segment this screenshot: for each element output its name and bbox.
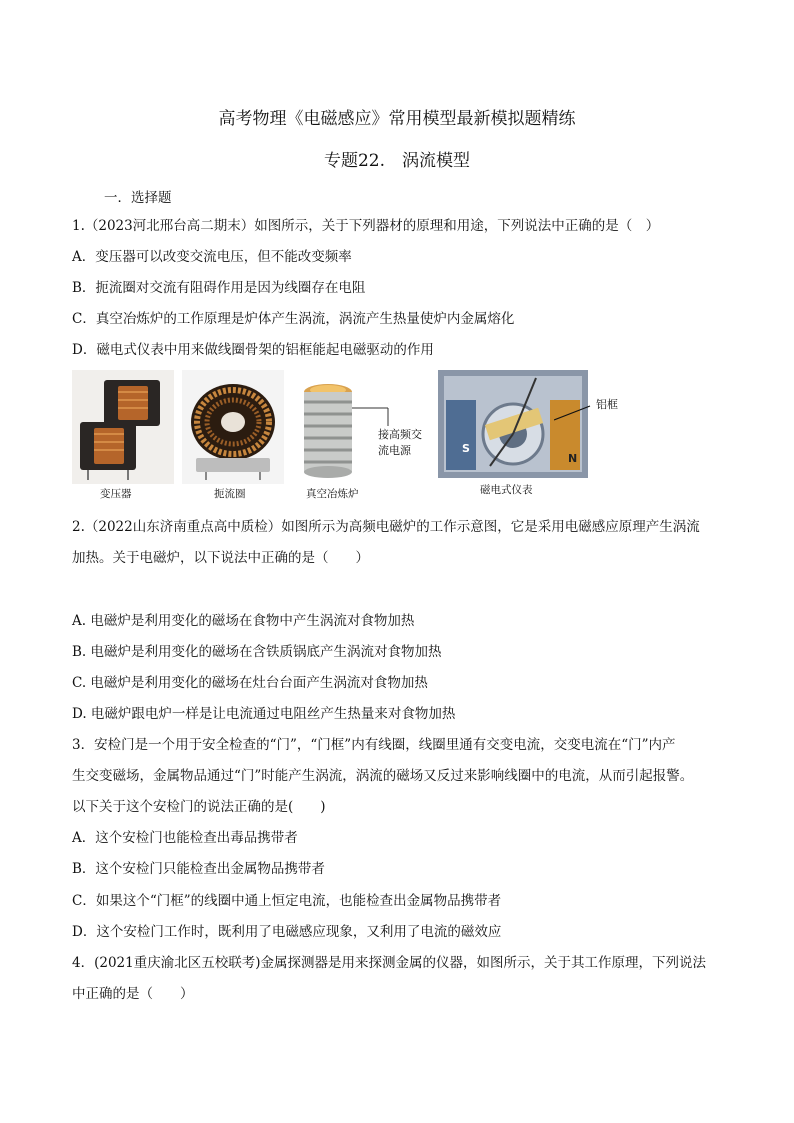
choke-caption: 扼流圈: [214, 488, 246, 500]
q3-stem-line2: 生交变磁场，金属物品通过“门”时能产生涡流，涡流的磁场又反过来影响线圈中的电流，从而引起报警。: [72, 768, 694, 784]
q3-stem-line1: 3．安检门是一个用于安全检查的“门”，“门框”内有线圈，线圈里通有交变电流，交变电流在“门”内产: [72, 737, 676, 753]
q1-option-c: C．真空冶炼炉的工作原理是炉体产生涡流，涡流产生热量使炉内金属熔化: [72, 311, 515, 327]
q3-option-a: A．这个安检门也能检查出毒品携带者: [72, 830, 298, 846]
transformer-image: [72, 370, 174, 484]
meter-frame-leader: [554, 394, 594, 424]
document-subtitle: 专题22. 涡流模型: [323, 151, 471, 171]
q1-option-d: D．磁电式仪表中用来做线圈骨架的铝框能起电磁驱动的作用: [72, 342, 434, 358]
q3-option-b: B．这个安检门只能检查出金属物品携带者: [72, 861, 325, 877]
q3-option-c: C．如果这个“门框”的线圈中通上恒定电流，也能检查出金属物品携带者: [72, 893, 502, 909]
choke-image: [182, 370, 284, 484]
q1-option-a: A．变压器可以改变交流电压，但不能改变频率: [72, 249, 352, 265]
furnace-note-line1: 接高频交: [378, 428, 422, 441]
q4-stem-line1: 4．(2021重庆渝北区五校联考)金属探测器是用来探测金属的仪器，如图所示，关于其工作原理，下列说法: [72, 955, 706, 971]
meter-figure: [438, 370, 632, 500]
q1-stem: 1.（2023河北邢台高二期末）如图所示，关于下列器材的原理和用途，下列说法中正确的是（ ）: [72, 218, 660, 234]
meter-pole-n: N: [568, 452, 578, 465]
furnace-figure: [292, 370, 430, 500]
meter-pole-s: S: [462, 442, 470, 455]
transformer-caption: 变压器: [100, 488, 132, 500]
q2-option-d: D. 电磁炉跟电炉一样是让电流通过电阻丝产生热量来对食物加热: [72, 706, 456, 722]
q2-option-b: B. 电磁炉是利用变化的磁场在含铁质锅底产生涡流对食物加热: [72, 644, 442, 660]
q1-option-b: B．扼流圈对交流有阻碍作用是因为线圈存在电阻: [72, 280, 366, 296]
section-heading: 一．选择题: [104, 190, 172, 206]
q3-option-d: D．这个安检门工作时，既利用了电磁感应现象，又利用了电流的磁效应: [72, 924, 502, 940]
meter-caption: 磁电式仪表: [480, 484, 533, 496]
meter-frame-label: 铝框: [596, 398, 618, 411]
q2-stem-line1: 2.（2022山东济南重点高中质检）如图所示为高频电磁炉的工作示意图，它是采用电磁感应原理产生涡流: [72, 519, 700, 535]
q3-stem-line3: 以下关于这个安检门的说法正确的是( ): [72, 799, 326, 815]
furnace-caption: 真空冶炼炉: [306, 488, 359, 500]
q2-option-a: A. 电磁炉是利用变化的磁场在食物中产生涡流对食物加热: [72, 613, 415, 629]
q4-stem-line2: 中正确的是（ ）: [72, 986, 194, 1002]
q2-stem-line2: 加热。关于电磁炉，以下说法中正确的是（ ）: [72, 550, 369, 566]
document-title: 高考物理《电磁感应》常用模型最新模拟题精练: [218, 109, 576, 129]
choke-figure: [182, 370, 284, 500]
q1-figure-row: [72, 370, 632, 500]
furnace-note-line2: 流电源: [378, 444, 411, 457]
transformer-figure: [72, 370, 174, 500]
meter-image: [438, 370, 588, 478]
furnace-image: [292, 370, 430, 484]
q2-option-c: C. 电磁炉是利用变化的磁场在灶台台面产生涡流对食物加热: [72, 675, 428, 691]
